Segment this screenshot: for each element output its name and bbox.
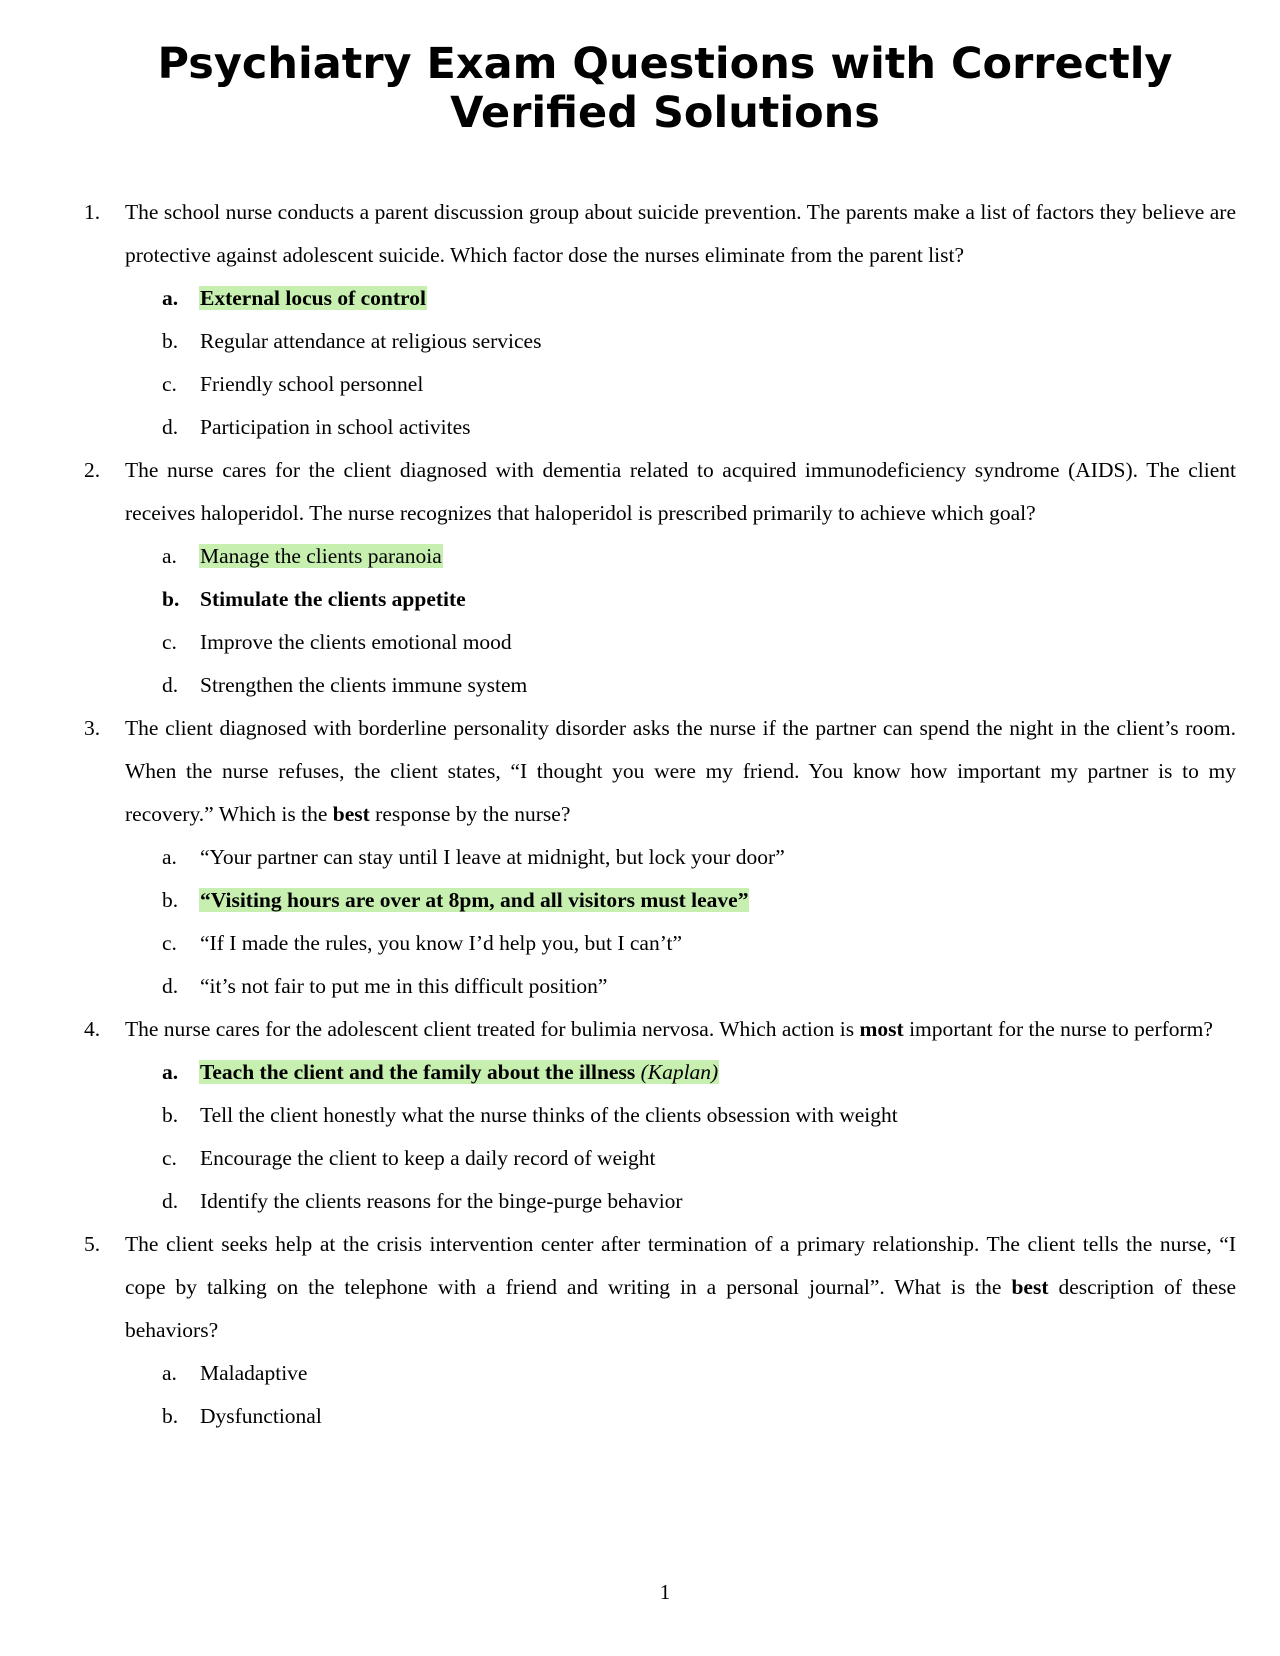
- option-letter: a.: [162, 1060, 179, 1084]
- option-text: Stimulate the clients appetite: [200, 587, 466, 611]
- option-text: [199, 1060, 719, 1084]
- option-text: Regular attendance at religious services: [200, 329, 542, 353]
- answer-option-highlighted: [84, 535, 1236, 578]
- question-text: [125, 1008, 1236, 1051]
- option-letter: b.: [162, 1103, 179, 1127]
- question-2: [84, 449, 1236, 535]
- question-emphasis: best: [1011, 1275, 1049, 1299]
- option-letter: d.: [162, 673, 179, 697]
- option-text: Encourage the client to keep a daily record of weight: [200, 1146, 656, 1170]
- answer-option: [84, 836, 1236, 879]
- question-emphasis: best: [332, 802, 370, 826]
- option-answer: Teach the client and the family about the illness: [200, 1060, 636, 1084]
- answer-option: [84, 664, 1236, 707]
- answer-option: [84, 1180, 1236, 1223]
- answer-option: [84, 406, 1236, 449]
- answer-option: [84, 1395, 1236, 1438]
- option-text: Tell the client honestly what the nurse thinks of the clients obsession with weight: [200, 1103, 898, 1127]
- option-letter: a.: [162, 544, 177, 568]
- option-letter: b.: [162, 1404, 179, 1428]
- question-text-part: important for the nurse to perform?: [903, 1017, 1213, 1041]
- answer-option-correct: [84, 879, 1236, 922]
- question-text: The school nurse conducts a parent discussion group about suicide prevention. The parents make a list of factors they believe are protective against adolescent suicide. Which factor dose the nurses eliminate from the parent list?: [125, 200, 1236, 267]
- option-text: Improve the clients emotional mood: [200, 630, 512, 654]
- option-letter: d.: [162, 1189, 179, 1213]
- question-4: [84, 1008, 1236, 1051]
- option-text: Manage the clients paranoia: [200, 544, 442, 568]
- question-text: [125, 707, 1236, 836]
- answer-option: [84, 621, 1236, 664]
- option-text: Dysfunctional: [200, 1404, 322, 1428]
- option-text: Participation in school activites: [200, 415, 471, 439]
- option-text: Identify the clients reasons for the binge-purge behavior: [200, 1189, 683, 1213]
- title-line-2: Verified Solutions: [450, 88, 880, 138]
- answer-option-bold: [84, 578, 1236, 621]
- answer-option: [84, 1137, 1236, 1180]
- question-number: 4.: [84, 1017, 101, 1041]
- question-5: [84, 1223, 1236, 1352]
- option-letter: a.: [162, 1361, 177, 1385]
- option-text: “Visiting hours are over at 8pm, and all visitors must leave”: [200, 888, 749, 912]
- question-text: [125, 1223, 1236, 1352]
- answer-option: [84, 1352, 1236, 1395]
- question-list: [84, 191, 1236, 1438]
- option-text: “it’s not fair to put me in this difficult position”: [200, 974, 608, 998]
- option-letter: d.: [162, 415, 179, 439]
- question-text-part: response by the nurse?: [369, 802, 571, 826]
- option-text: “If I made the rules, you know I’d help you, but I can’t”: [200, 931, 683, 955]
- question-text-part: The client diagnosed with borderline personality disorder asks the nurse if the partner can spend the night in the client’s room. When the nurse refuses, the client states, “I thought you were my friend. You know how important my partner is to my recovery.” Which is the: [125, 716, 1236, 826]
- option-letter: c.: [162, 1146, 177, 1170]
- option-text: “Your partner can stay until I leave at midnight, but lock your door”: [200, 845, 785, 869]
- option-letter: c.: [162, 372, 177, 396]
- answer-option: [84, 320, 1236, 363]
- question-3: [84, 707, 1236, 836]
- page-number: 1: [659, 1580, 671, 1604]
- question-number: 2.: [84, 458, 101, 482]
- answer-option: [84, 1094, 1236, 1137]
- title-line-1: Psychiatry Exam Questions with Correctly: [157, 39, 1173, 89]
- option-text: Maladaptive: [200, 1361, 308, 1385]
- answer-option: [84, 922, 1236, 965]
- option-letter: a.: [162, 845, 177, 869]
- option-text: Friendly school personnel: [200, 372, 424, 396]
- answer-option: [84, 965, 1236, 1008]
- option-source: (Kaplan): [640, 1060, 719, 1084]
- option-letter: c.: [162, 630, 177, 654]
- option-letter: b.: [162, 888, 179, 912]
- question-text: The nurse cares for the client diagnosed with dementia related to acquired immunodeficiency syndrome (AIDS). The client receives haloperidol. The nurse recognizes that haloperidol is prescribed primarily to achieve which goal?: [125, 458, 1236, 525]
- answer-option-correct: [84, 277, 1236, 320]
- question-number: 5.: [84, 1232, 101, 1256]
- question-text-part: The client seeks help at the crisis intervention center after termination of a primary relationship. The client tells the nurse, “I cope by talking on the telephone with a friend and writing in a personal journal”. What is the: [125, 1232, 1236, 1299]
- question-text-part: description of these behaviors?: [125, 1275, 1236, 1342]
- document-title: [0, 40, 1280, 138]
- option-text: External locus of control: [200, 286, 426, 310]
- question-number: 3.: [84, 716, 101, 740]
- answer-option: [84, 363, 1236, 406]
- question-number: 1.: [84, 200, 101, 224]
- option-letter: b.: [162, 329, 179, 353]
- option-letter: d.: [162, 974, 179, 998]
- option-text: Strengthen the clients immune system: [200, 673, 528, 697]
- question-1: [84, 191, 1236, 277]
- answer-option-correct: [84, 1051, 1236, 1094]
- option-letter: b.: [162, 587, 180, 611]
- option-letter: a.: [162, 286, 179, 310]
- question-emphasis: most: [859, 1017, 904, 1041]
- option-letter: c.: [162, 931, 177, 955]
- question-text-part: The nurse cares for the adolescent client treated for bulimia nervosa. Which action is: [125, 1017, 860, 1041]
